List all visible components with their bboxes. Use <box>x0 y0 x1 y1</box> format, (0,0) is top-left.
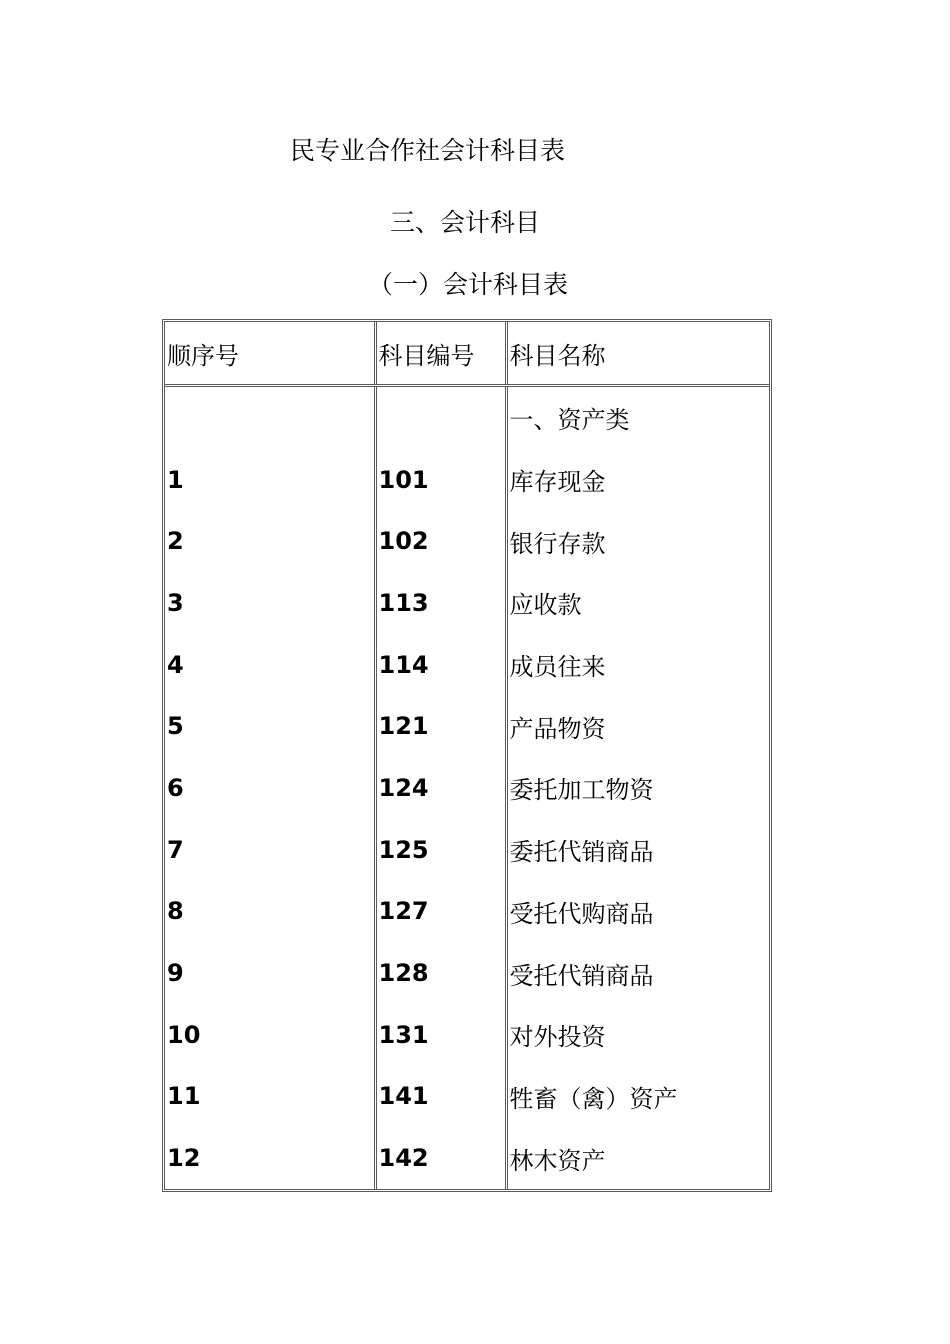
seq-cell: 1 <box>167 465 184 494</box>
seq-cell: 2 <box>167 527 184 556</box>
seq-cell: 3 <box>167 588 184 617</box>
seq-cell: 10 <box>167 1020 201 1049</box>
accounts-table-frame <box>162 319 772 1192</box>
code-cell: 124 <box>375 757 506 819</box>
code-cell: 128 <box>375 942 506 1004</box>
table-row <box>165 510 769 572</box>
name-cell: 委托代销商品 <box>506 819 769 881</box>
name-cell: 对外投资 <box>506 1004 769 1066</box>
code-cell: 141 <box>375 1066 506 1128</box>
name-cell: 林木资产 <box>506 1127 769 1189</box>
code-cell <box>375 386 506 449</box>
table-row <box>165 1004 769 1066</box>
category-cell: 一、资产类 <box>506 386 769 449</box>
section-title: 三、会计科目 <box>390 208 541 237</box>
table-row <box>165 449 769 511</box>
seq-cell <box>165 386 375 449</box>
code-cell: 101 <box>375 449 506 511</box>
document-title: 民专业合作社会计科目表 <box>290 136 566 165</box>
name-cell: 库存现金 <box>506 449 769 511</box>
table-row <box>165 634 769 696</box>
name-cell: 牲畜（禽）资产 <box>506 1066 769 1128</box>
seq-cell: 11 <box>167 1082 201 1111</box>
code-cell: 114 <box>375 634 506 696</box>
code-cell: 127 <box>375 881 506 943</box>
table-row <box>165 757 769 819</box>
name-cell: 委托加工物资 <box>506 757 769 819</box>
name-cell: 受托代销商品 <box>506 942 769 1004</box>
seq-cell: 12 <box>167 1144 201 1173</box>
seq-cell: 9 <box>167 959 184 988</box>
code-cell: 102 <box>375 510 506 572</box>
table-row <box>165 1127 769 1189</box>
seq-cell: 8 <box>167 897 184 926</box>
table-row <box>165 572 769 634</box>
name-cell: 银行存款 <box>506 510 769 572</box>
seq-cell: 5 <box>167 712 184 741</box>
name-cell: 产品物资 <box>506 695 769 757</box>
table-row <box>165 819 769 881</box>
code-cell: 142 <box>375 1127 506 1189</box>
seq-cell: 6 <box>167 773 184 802</box>
seq-cell: 4 <box>167 650 184 679</box>
accounts-table <box>165 322 769 1189</box>
table-row <box>165 942 769 1004</box>
table-row <box>165 695 769 757</box>
name-cell: 受托代购商品 <box>506 881 769 943</box>
table-row <box>165 1066 769 1128</box>
code-cell: 121 <box>375 695 506 757</box>
table-title: （一）会计科目表 <box>368 270 569 299</box>
table-row <box>165 881 769 943</box>
header-name: 科目名称 <box>506 322 769 386</box>
header-seq: 顺序号 <box>165 322 375 386</box>
table-row <box>165 386 769 449</box>
name-cell: 应收款 <box>506 572 769 634</box>
code-cell: 125 <box>375 819 506 881</box>
code-cell: 131 <box>375 1004 506 1066</box>
header-code: 科目编号 <box>375 322 506 386</box>
code-cell: 113 <box>375 572 506 634</box>
seq-cell: 7 <box>167 835 184 864</box>
table-header-row <box>165 322 769 386</box>
name-cell: 成员往来 <box>506 634 769 696</box>
